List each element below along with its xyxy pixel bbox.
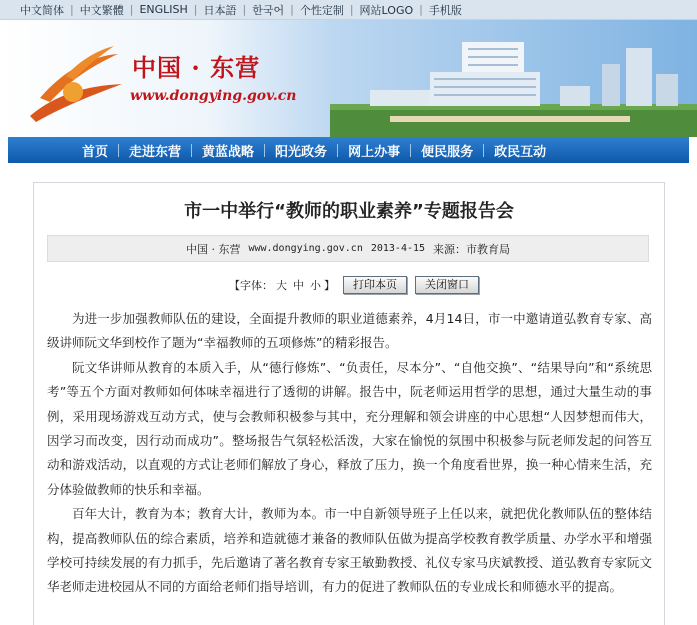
divider: | [242, 3, 247, 16]
font-size-medium[interactable]: 中 [293, 279, 304, 292]
mobile-version-link[interactable]: 手机版 [428, 3, 462, 17]
meta-site: 中国 · 东营 [185, 242, 241, 256]
city-logo-icon[interactable] [26, 42, 126, 122]
divider: | [193, 3, 198, 16]
font-size-large[interactable]: 大 [276, 279, 287, 292]
lang-link-traditional[interactable]: 中文繁體 [79, 3, 124, 17]
site-logo-link[interactable]: 网站LOGO [359, 3, 414, 17]
nav-item-public-services[interactable]: 便民服务 [421, 144, 474, 160]
lang-link-english[interactable]: ENGLISH [139, 3, 188, 16]
site-url: www.dongying.gov.cn [130, 88, 297, 104]
customize-link[interactable]: 个性定制 [299, 3, 344, 17]
font-size-label: 【字体： [229, 279, 273, 292]
meta-source: 来源：市教育局 [433, 242, 511, 256]
font-size-label-end: 】 [324, 279, 335, 292]
nav-item-interaction[interactable]: 政民互动 [494, 144, 547, 160]
nav-item-home[interactable]: 首页 [82, 144, 109, 160]
site-banner [0, 20, 697, 137]
main-nav [8, 137, 689, 163]
article-meta [47, 235, 649, 262]
nav-item-strategy[interactable]: 黄蓝战略 [202, 144, 255, 160]
article-paragraph: 百年大计，教育为本；教育大计，教师为本。市一中自新领导班子上任以来，就把优化教师队伍的整体结构，提高教师队伍的综合素质，培养和造就德才兼备的教师队伍做为提高学校教育教学质量、办学水平和增强学校可持续发展的有力抓手，先后邀请了著名教育专家王敏勤教授、礼仪专家马庆斌教授、道弘教育专家阮文华老师走进校园从不同的方面给老师们指导培训，有力的促进了教师队伍的专业成长和师德水平的提高。 [47, 506, 652, 595]
meta-url: www.dongying.gov.cn [248, 243, 363, 254]
lang-link-simplified[interactable]: 中文简体 [20, 3, 64, 17]
language-bar [0, 0, 697, 20]
lang-link-korean[interactable]: 한국어 [252, 3, 285, 17]
close-window-button[interactable]: 关闭窗口 [415, 276, 479, 294]
article-tools [229, 276, 479, 294]
article-paragraph: 阮文华讲师从教育的本质入手，从“德行修炼”、“负责任，尽本分”、“自他交换”、“结果导向”和“系统思考”等五个方面对教师如何体味幸福进行了透彻的讲解。报告中，阮老师运用哲学的思想，通过大量生动的事例，采用现场游戏互动方式，使与会教师积极参与其中，充分理解和领会讲座的中心思想“人因梦想而伟大，因学习而改变，因行动而成功”。整场报告气氛轻松活泼，大家在愉悦的氛围中积极参与阮老师发起的问答互动和游戏活动，以直观的方式让老师们解放了身心，释放了压力，换一个角度看世界，换一种心情来生活，充分体验做教师的快乐和幸福。 [47, 359, 652, 497]
city-skyline-image [330, 20, 697, 137]
site-title: 中国 · 东营 [132, 53, 261, 82]
article-title: 市一中举行“教师的职业素养”专题报告会 [184, 201, 514, 222]
divider: | [129, 3, 134, 16]
meta-date: 2013-4-15 [370, 243, 426, 254]
divider: | [70, 3, 74, 16]
print-button[interactable]: 打印本页 [343, 276, 407, 294]
nav-item-about[interactable]: 走进东营 [129, 144, 182, 160]
divider: | [419, 3, 423, 16]
divider: | [349, 3, 354, 16]
divider: | [290, 3, 294, 16]
nav-item-government[interactable]: 阳光政务 [275, 144, 328, 160]
font-size-small[interactable]: 小 [310, 279, 321, 292]
lang-link-japanese[interactable]: 日本語 [203, 3, 237, 17]
article-body [47, 307, 652, 600]
nav-item-online-services[interactable]: 网上办事 [348, 144, 401, 160]
article-container [33, 182, 665, 625]
article-paragraph: 为进一步加强教师队伍的建设，全面提升教师的职业道德素养，4月14日，市一中邀请道弘教育专家、高级讲师阮文华到校作了题为“幸福教师的五项修炼”的精彩报告。 [47, 311, 652, 351]
